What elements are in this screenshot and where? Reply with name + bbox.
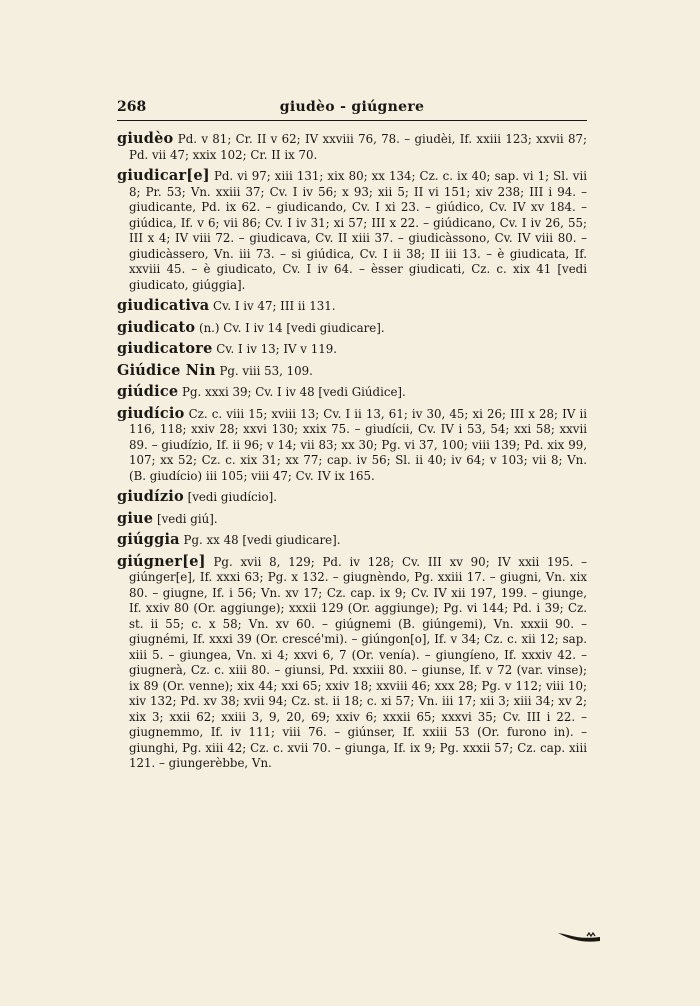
- entry-list: [117, 131, 587, 772]
- entry-references: Cv. I iv 47; III ii 131.: [213, 299, 336, 313]
- entry-references: (n.) Cv. I iv 14 [vedi giudicare].: [198, 320, 385, 335]
- dictionary-entry: [117, 131, 587, 163]
- dictionary-page: [117, 96, 587, 777]
- page-header: [117, 96, 587, 120]
- entry-references: Pd. vi 97; xiii 131; xix 80; xx 134; Cz. c. ix 40; sap. vi 1; Sl. vii 8; Pr. 53; Vn. xxiii 37; Cv. I iv 56; x 93; xii 5; II vi 151; xiv 238; III i 94. – giudicante, Pd. ix 62. – giudicando, Cv. I xi 23. – giúdico, Cv. IV xv 184. – giúdica, If. v 6; vii 86; Cv. I iv 31; xi 57; III x 22. – giúdicano, Cv. I iv 26, 55; III x 4; IV viii 72. – giudicava, Cv. II xiii 37. – giudicàssono, Cv. IV viii 80. – giudicàssero, Vn. iii 73. – si giúdica, Cv. I ii 38; II iii 13. – è giudicata, If. xxviii 45. – è giudicato, Cv. I iv 64. – èsser giudicati, Cz. c. xix 41 [vedi giudicato, giúggia].: [129, 169, 587, 292]
- dictionary-entry: [117, 298, 587, 315]
- dictionary-entry: [117, 554, 587, 772]
- entry-headword: giudízio: [117, 488, 184, 505]
- dictionary-entry: [117, 341, 587, 358]
- dictionary-entry: [117, 384, 587, 401]
- entry-headword: Giúdice Nin: [117, 361, 216, 379]
- header-rule: [117, 120, 587, 121]
- entry-references: Pg. xx 48 [vedi giudicare].: [183, 533, 341, 547]
- entry-references: [vedi giú].: [156, 511, 218, 526]
- entry-headword: giúdice: [117, 383, 179, 400]
- entry-references: Cz. c. viii 15; xviii 13; Cv. I ii 13, 61; iv 30, 45; xi 26; III x 28; IV ii 116, 118; xxiv 28; xxvi 130; xxix 75. – giudícii, Cv. IV i 53, 54; xxi 58; xxvii 89. – giudízio, If. ii 96; v 14; vii 83; xx 30; Pg. vi 37, 100; viii 139; Pd. xix 99, 107; xx 52; Cz. c. xix 31; xx 77; cap. iv 56; Sl. ii 40; iv 64; v 103; vii 8; Vn. (B. giudício) iii 105; viii 47; Cv. IV ix 165.: [129, 406, 588, 483]
- running-head: giudèo - giúgnere: [279, 99, 425, 115]
- entry-references: Cv. I iv 13; IV v 119.: [216, 342, 337, 356]
- dictionary-entry: [117, 320, 587, 337]
- dictionary-entry: [117, 168, 587, 293]
- dictionary-entry: [117, 511, 587, 528]
- entry-headword: giudicativa: [117, 297, 210, 314]
- dictionary-entry: [117, 489, 587, 506]
- dictionary-entry: [117, 532, 587, 549]
- entry-headword: giudicato: [117, 318, 196, 336]
- printer-ornament-icon: [557, 930, 601, 944]
- dictionary-entry: [117, 363, 587, 380]
- entry-headword: giudèo: [117, 130, 174, 147]
- page-number: 268: [117, 99, 147, 115]
- entry-headword: giue: [117, 509, 154, 527]
- entry-references: Pg. viii 53, 109.: [219, 363, 313, 378]
- dictionary-entry: [117, 406, 587, 485]
- entry-references: Pd. v 81; Cr. II v 62; IV xxviii 76, 78. – giudèi, If. xxiii 123; xxvii 87; Pd. vii 47; xxix 102; Cr. II ix 70.: [129, 132, 587, 162]
- entry-headword: giudicatore: [117, 340, 213, 357]
- entry-references: Pg. xxxi 39; Cv. I iv 48 [vedi Giúdice].: [182, 385, 406, 399]
- entry-headword: giúgner[e]: [117, 552, 206, 570]
- entry-references: [vedi giudício].: [187, 490, 278, 504]
- entry-references: Pg. xvii 8, 129; Pd. iv 128; Cv. III xv 90; IV xxii 195. – giúnger[e], If. xxxi 63; Pg. x 132. – giugnèndo, Pg. xxiii 17. – giugni, Vn. xix 80. – giugne, If. i 56; Vn. xv 17; Cz. cap. ix 9; Cv. IV xii 197, 199. – giunge, If. xxiv 80 (Or. aggiunge); xxxii 129 (Or. aggiunge); Pg. vi 144; Pd. i 39; Cz. st. ii 55; c. x 58; Vn. xv 60. – giúgnemi (B. giúngemi), Vn. xxxii 90. – giugnémi, If. xxxi 39 (Or. crescé'mi). – giúngon[o], If. v 34; Cz. c. xii 12; sap. xiii 5. – giungea, Vn. xi 4; xxvi 6, 7 (Or. venía). – giungíeno, If. xxxiv 42. – giugnerà, Cz. c. xiii 80. – giunsi, Pd. xxxiii 80. – giunse, If. v 72 (var. vinse); ix 89 (Or. venne); xix 44; xxi 65; xxiv 18; xxviii 46; xxx 28; Pg. v 112; viii 10; xiv 132; Pd. xv 38; xvii 94; Cz. st. ii 18; c. xi 57; Vn. iii 17; xii 3; xiii 34; xv 2; xix 3; xxii 62; xxiii 3, 9, 20, 69; xxiv 6; xxxii 65; xxxvi 35; Cv. III i 22. – giugnemmo, If. iv 111; viii 76. – giúnser, If. xxiii 53 (Or. furono in). – giunghi, Pg. xiii 42; Cz. c. xvii 70. – giunga, If. ix 9; Pg. xxxii 57; Cz. cap. xiii 121. – giungerèbbe, Vn.: [129, 554, 588, 770]
- entry-headword: giudício: [117, 404, 185, 422]
- entry-headword: giúggia: [117, 531, 180, 548]
- entry-headword: giudicar[e]: [117, 167, 210, 184]
